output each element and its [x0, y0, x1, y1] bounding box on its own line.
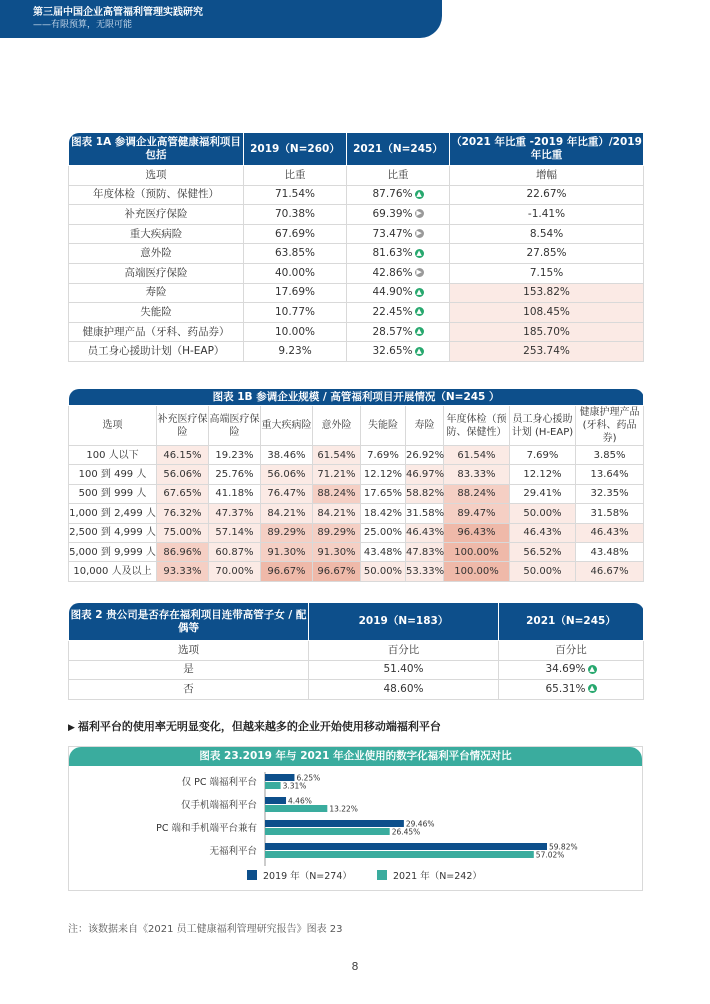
data-label: 4.46% — [288, 796, 312, 806]
cell-value: 46.43% — [510, 523, 576, 542]
table-row — [69, 562, 644, 581]
value-2021: 87.76% ▲ — [347, 185, 450, 205]
value-2019: 9.23% — [244, 342, 347, 362]
chart-23 — [68, 746, 643, 891]
data-label: 13.22% — [329, 804, 358, 814]
legend-swatch — [247, 870, 257, 880]
table-row — [69, 446, 644, 465]
value-2019: 40.00% — [244, 263, 347, 283]
t1a-subheader: 比重 — [244, 166, 347, 186]
row-label: 重大疾病险 — [69, 224, 244, 244]
value-2021: 44.90% ▲ — [347, 283, 450, 303]
cell-value: 43.48% — [576, 542, 644, 561]
row-label: 健康护理产品（牙科、药品券） — [69, 322, 244, 342]
change-value: 22.67% — [450, 185, 644, 205]
page-number: 8 — [351, 960, 359, 973]
cell-value: 58.82% — [406, 484, 444, 503]
change-value: -1.41% — [450, 205, 644, 225]
category-label: 仅手机端福利平台 — [180, 800, 257, 811]
cell-value: 25.00% — [361, 523, 406, 542]
cell-value: 7.69% — [510, 446, 576, 465]
value-2021: 42.86% ▶ — [347, 263, 450, 283]
table-row — [69, 523, 644, 542]
arrow-up-icon: ▲ — [416, 189, 422, 198]
section-title — [68, 718, 441, 734]
triangle-right-icon: ▶ — [68, 723, 75, 733]
value-2021: 65.31% ▲ — [499, 680, 644, 700]
value-2019: 17.69% — [244, 283, 347, 303]
cell-value: 31.58% — [576, 504, 644, 523]
category-label: 无福利平台 — [209, 846, 257, 857]
cell-value: 71.21% — [313, 465, 361, 484]
table-row — [69, 342, 644, 362]
cell-value: 91.30% — [261, 542, 313, 561]
value-2021: 81.63% ▲ — [347, 244, 450, 264]
table-2 — [68, 602, 644, 700]
value-2019: 10.00% — [244, 322, 347, 342]
change-value: 27.85% — [450, 244, 644, 264]
cell-value: 70.00% — [209, 562, 261, 581]
change-value: 8.54% — [450, 224, 644, 244]
cell-value: 47.37% — [209, 504, 261, 523]
table-row — [69, 185, 644, 205]
data-label: 57.02% — [535, 850, 565, 860]
value-2019: 63.85% — [244, 244, 347, 264]
cell-value: 86.96% — [157, 542, 209, 561]
table-row — [69, 660, 644, 680]
legend-swatch — [377, 870, 387, 880]
table-row — [69, 303, 644, 323]
row-label: 2,500 到 4,999 人 — [69, 523, 157, 542]
row-label: 是 — [69, 660, 309, 680]
t2-subheader: 百分比 — [499, 641, 644, 661]
cell-value: 75.00% — [157, 523, 209, 542]
cell-value: 13.64% — [576, 465, 644, 484]
bar — [265, 828, 390, 835]
value-2021: 34.69% ▲ — [499, 660, 644, 680]
cell-value: 84.21% — [261, 504, 313, 523]
footnote: 注：该数据来自《2021 员工健康福利管理研究报告》图表 23 — [68, 924, 343, 935]
arrow-up-icon: ▲ — [416, 327, 422, 336]
cell-value: 46.67% — [576, 562, 644, 581]
cell-value: 17.65% — [361, 484, 406, 503]
t1b-column-header: 年度体检（预防、保健性） — [444, 406, 510, 446]
cell-value: 50.00% — [510, 504, 576, 523]
table-row — [69, 205, 644, 225]
cell-value: 46.97% — [406, 465, 444, 484]
cell-value: 76.32% — [157, 504, 209, 523]
cell-value: 91.30% — [313, 542, 361, 561]
change-value: 7.15% — [450, 263, 644, 283]
cell-value: 50.00% — [510, 562, 576, 581]
t1b-column-header: 失能险 — [361, 406, 406, 446]
t1b-column-header: 选项 — [69, 406, 157, 446]
data-label: 6.25% — [296, 773, 321, 783]
cell-value: 12.12% — [510, 465, 576, 484]
cell-value: 56.06% — [261, 465, 313, 484]
t1b-column-header: 高端医疗保险 — [209, 406, 261, 446]
table-row — [69, 263, 644, 283]
cell-value: 46.15% — [157, 446, 209, 465]
row-label: 失能险 — [69, 303, 244, 323]
cell-value: 84.21% — [313, 504, 361, 523]
t1b-column-header: 员工身心援助计划 (H-EAP) — [510, 406, 576, 446]
cell-value: 100.00% — [444, 542, 510, 561]
cell-value: 29.41% — [510, 484, 576, 503]
cell-value: 31.58% — [406, 504, 444, 523]
arrow-up-icon: ▲ — [416, 307, 422, 316]
value-2019: 67.69% — [244, 224, 347, 244]
row-label: 意外险 — [69, 244, 244, 264]
value-2019: 70.38% — [244, 205, 347, 225]
value-2021: 73.47% ▶ — [347, 224, 450, 244]
chart-svg — [69, 766, 642, 890]
t1a-subheader: 选项 — [69, 166, 244, 186]
cell-value: 47.83% — [406, 542, 444, 561]
row-label: 10,000 人及以上 — [69, 562, 157, 581]
row-label: 500 到 999 人 — [69, 484, 157, 503]
header-subtitle: ——有限预算，无限可能 — [33, 20, 133, 30]
cell-value: 88.24% — [313, 484, 361, 503]
bar — [265, 820, 404, 827]
cell-value: 53.33% — [406, 562, 444, 581]
cell-value: 19.23% — [209, 446, 261, 465]
data-label: 3.31% — [282, 781, 307, 791]
arrow-right-icon: ▶ — [416, 209, 422, 218]
t2-header-2021: 2021（N=245） — [499, 603, 644, 641]
t1a-header-change: （2021 年比重 -2019 年比重）/2019 年比重 — [450, 133, 644, 166]
cell-value: 32.35% — [576, 484, 644, 503]
category-label: 仅 PC 端福利平台 — [181, 777, 257, 788]
table-row — [69, 322, 644, 342]
bar — [265, 782, 281, 789]
cell-value: 46.43% — [576, 523, 644, 542]
arrow-up-icon: ▲ — [589, 684, 595, 693]
table-row — [69, 465, 644, 484]
arrow-up-icon: ▲ — [416, 287, 422, 296]
bar — [265, 851, 534, 858]
report-header — [0, 0, 442, 38]
t2-header-item: 图表 2 贵公司是否存在福利项目连带高管子女 / 配偶等 — [69, 603, 309, 641]
cell-value: 89.47% — [444, 504, 510, 523]
row-label: 寿险 — [69, 283, 244, 303]
bar — [265, 774, 294, 781]
cell-value: 88.24% — [444, 484, 510, 503]
cell-value: 46.43% — [406, 523, 444, 542]
value-2019: 48.60% — [309, 680, 499, 700]
cell-value: 43.48% — [361, 542, 406, 561]
cell-value: 50.00% — [361, 562, 406, 581]
t1b-column-header: 重大疾病险 — [261, 406, 313, 446]
cell-value: 18.42% — [361, 504, 406, 523]
legend-label: 2019 年（N=274） — [263, 871, 352, 882]
value-2021: 32.65% ▲ — [347, 342, 450, 362]
table-row — [69, 224, 644, 244]
arrow-up-icon: ▲ — [416, 248, 422, 257]
table-1a — [68, 132, 644, 362]
row-label: 1,000 到 2,499 人 — [69, 504, 157, 523]
row-label: 年度体检（预防、保健性） — [69, 185, 244, 205]
cell-value: 96.43% — [444, 523, 510, 542]
cell-value: 56.52% — [510, 542, 576, 561]
chart-title: 图表 23.2019 年与 2021 年企业使用的数字化福利平台情况对比 — [69, 747, 642, 766]
bar — [265, 843, 547, 850]
table-row — [69, 484, 644, 503]
bar — [265, 805, 327, 812]
table-row — [69, 504, 644, 523]
arrow-right-icon: ▶ — [416, 229, 422, 238]
cell-value: 93.33% — [157, 562, 209, 581]
t1b-column-header: 健康护理产品(牙科、药品券) — [576, 406, 644, 446]
t1a-header-2021: 2021（N=245） — [347, 133, 450, 166]
arrow-right-icon: ▶ — [416, 268, 422, 277]
cell-value: 3.85% — [576, 446, 644, 465]
row-label: 5,000 到 9,999 人 — [69, 542, 157, 561]
change-value: 253.74% — [450, 342, 644, 362]
cell-value: 89.29% — [261, 523, 313, 542]
t1a-header-item: 图表 1A 参调企业高管健康福利项目包括 — [69, 133, 244, 166]
value-2021: 69.39% ▶ — [347, 205, 450, 225]
cell-value: 96.67% — [261, 562, 313, 581]
t2-header-2019: 2019（N=183） — [309, 603, 499, 641]
cell-value: 12.12% — [361, 465, 406, 484]
cell-value: 25.76% — [209, 465, 261, 484]
legend-label: 2021 年（N=242） — [393, 871, 482, 882]
row-label: 高端医疗保险 — [69, 263, 244, 283]
section-title-text: 福利平台的使用率无明显变化，但越来越多的企业开始使用移动端福利平台 — [77, 720, 441, 733]
table-row — [69, 542, 644, 561]
table-row — [69, 680, 644, 700]
cell-value: 83.33% — [444, 465, 510, 484]
table-row — [69, 244, 644, 264]
row-label: 员工身心援助计划（H-EAP） — [69, 342, 244, 362]
table-1b — [68, 388, 644, 582]
t1b-column-header: 补充医疗保险 — [157, 406, 209, 446]
row-label: 否 — [69, 680, 309, 700]
data-label: 26.45% — [391, 827, 421, 837]
cell-value: 61.54% — [444, 446, 510, 465]
change-value: 108.45% — [450, 303, 644, 323]
category-label: PC 端和手机端平台兼有 — [156, 823, 257, 834]
data-label: 59.82% — [549, 842, 578, 852]
row-label: 100 到 499 人 — [69, 465, 157, 484]
cell-value: 56.06% — [157, 465, 209, 484]
value-2019: 51.40% — [309, 660, 499, 680]
cell-value: 41.18% — [209, 484, 261, 503]
value-2021: 28.57% ▲ — [347, 322, 450, 342]
bar — [265, 797, 286, 804]
cell-value: 96.67% — [313, 562, 361, 581]
value-2019: 10.77% — [244, 303, 347, 323]
t1a-subheader: 增幅 — [450, 166, 644, 186]
change-value: 185.70% — [450, 322, 644, 342]
t2-subheader: 百分比 — [309, 641, 499, 661]
cell-value: 100.00% — [444, 562, 510, 581]
cell-value: 57.14% — [209, 523, 261, 542]
value-2019: 71.54% — [244, 185, 347, 205]
cell-value: 89.29% — [313, 523, 361, 542]
row-label: 100 人以下 — [69, 446, 157, 465]
cell-value: 38.46% — [261, 446, 313, 465]
cell-value: 61.54% — [313, 446, 361, 465]
cell-value: 67.65% — [157, 484, 209, 503]
value-2021: 22.45% ▲ — [347, 303, 450, 323]
arrow-up-icon: ▲ — [589, 664, 595, 673]
t1b-caption: 图表 1B 参调企业规模 / 高管福利项目开展情况（N=245 ） — [69, 389, 644, 406]
cell-value: 26.92% — [406, 446, 444, 465]
header-title: 第三届中国企业高管福利管理实践研究 — [33, 7, 203, 18]
t2-subheader: 选项 — [69, 641, 309, 661]
t1a-header-2019: 2019（N=260） — [244, 133, 347, 166]
table-row — [69, 283, 644, 303]
row-label: 补充医疗保险 — [69, 205, 244, 225]
arrow-up-icon: ▲ — [416, 346, 422, 355]
cell-value: 60.87% — [209, 542, 261, 561]
t1b-column-header: 寿险 — [406, 406, 444, 446]
t1a-subheader: 比重 — [347, 166, 450, 186]
change-value: 153.82% — [450, 283, 644, 303]
cell-value: 7.69% — [361, 446, 406, 465]
cell-value: 76.47% — [261, 484, 313, 503]
data-label: 29.46% — [405, 819, 435, 829]
t1b-column-header: 意外险 — [313, 406, 361, 446]
